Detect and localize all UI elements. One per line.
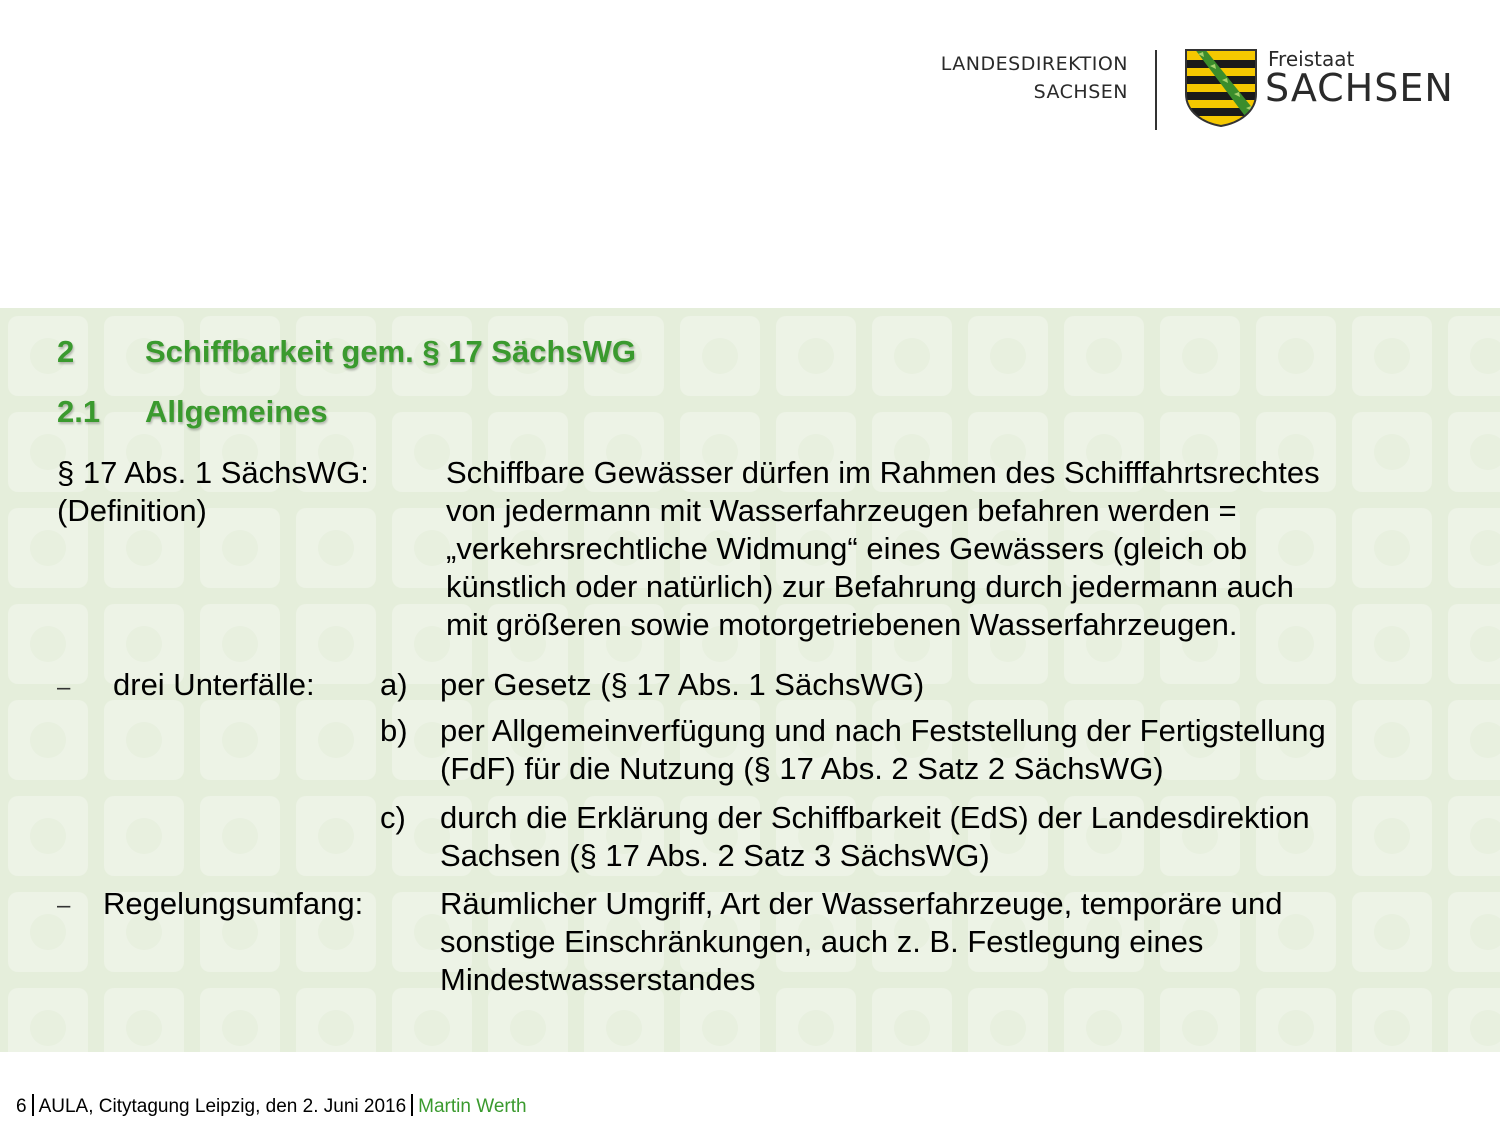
definition-line: künstlich oder natürlich) zur Befahrung durch jedermann auch — [446, 569, 1294, 604]
scope-line: Räumlicher Umgriff, Art der Wasserfahrzeuge, temporäre und — [440, 886, 1283, 921]
slide-footer — [16, 1094, 527, 1119]
landesdirektion-logo-text — [941, 50, 1128, 106]
bullet-dash: – — [57, 674, 71, 701]
section-title: Schiffbarkeit gem. § 17 SächsWG — [145, 334, 637, 369]
bullet-dash: – — [57, 892, 71, 919]
subsection-title: Allgemeines — [145, 394, 328, 429]
state-label: Freistaat — [1268, 47, 1355, 71]
footer-separator — [32, 1094, 34, 1116]
subcase-text — [440, 799, 1310, 875]
event-info: AULA, Citytagung Leipzig, den 2. Juni 2016 — [38, 1096, 407, 1117]
subcase-marker: a) — [380, 667, 408, 702]
subcase-line: (FdF) für die Nutzung (§ 17 Abs. 2 Satz 2 SächsWG) — [440, 751, 1164, 786]
subcase-line: per Gesetz (§ 17 Abs. 1 SächsWG) — [440, 667, 925, 702]
subcases-label: drei Unterfälle: — [113, 667, 315, 702]
page-number: 6 — [16, 1096, 27, 1117]
logo-divider — [1155, 50, 1157, 130]
definition-text — [446, 454, 1320, 644]
subsection-number: 2.1 — [57, 394, 101, 429]
state-name: SACHSEN — [1265, 66, 1454, 110]
subcase-line: durch die Erklärung der Schiffbarkeit (EdS) der Landesdirektion — [440, 800, 1310, 835]
subcase-line: Sachsen (§ 17 Abs. 2 Satz 3 SächsWG) — [440, 838, 990, 873]
saxony-coat-of-arms-icon — [1184, 48, 1258, 128]
footer-separator — [411, 1094, 413, 1116]
definition-label-line: (Definition) — [57, 493, 207, 528]
content-band — [0, 308, 1500, 1052]
subcase-text — [440, 712, 1326, 788]
definition-label-line: § 17 Abs. 1 SächsWG: — [57, 455, 369, 490]
definition-line: „verkehrsrechtliche Widmung“ eines Gewässers (gleich ob — [446, 531, 1248, 566]
section-heading — [57, 334, 636, 370]
scope-label: Regelungsumfang: — [103, 886, 364, 921]
definition-label — [57, 454, 369, 530]
scope-line: sonstige Einschränkungen, auch z. B. Festlegung eines — [440, 924, 1204, 959]
authority-line-1: LANDESDIREKTION — [940, 53, 1128, 75]
scope-line: Mindestwasserstandes — [440, 962, 756, 997]
subcase-marker: b) — [380, 713, 408, 748]
subcase-marker: c) — [380, 800, 406, 835]
subsection-heading — [57, 394, 328, 430]
section-number: 2 — [57, 334, 75, 369]
subcase-line: per Allgemeinverfügung und nach Feststellung der Fertigstellung — [440, 713, 1326, 748]
scope-text — [440, 885, 1283, 999]
definition-line: von jedermann mit Wasserfahrzeugen befahren werden = — [446, 493, 1237, 528]
definition-line: mit größeren sowie motorgetriebenen Wasserfahrzeugen. — [446, 607, 1238, 642]
subcase-text — [440, 666, 924, 704]
author-name: Martin Werth — [418, 1096, 527, 1117]
definition-line: Schiffbare Gewässer dürfen im Rahmen des Schifffahrtsrechtes — [446, 455, 1320, 490]
authority-line-2: SACHSEN — [1033, 81, 1128, 103]
